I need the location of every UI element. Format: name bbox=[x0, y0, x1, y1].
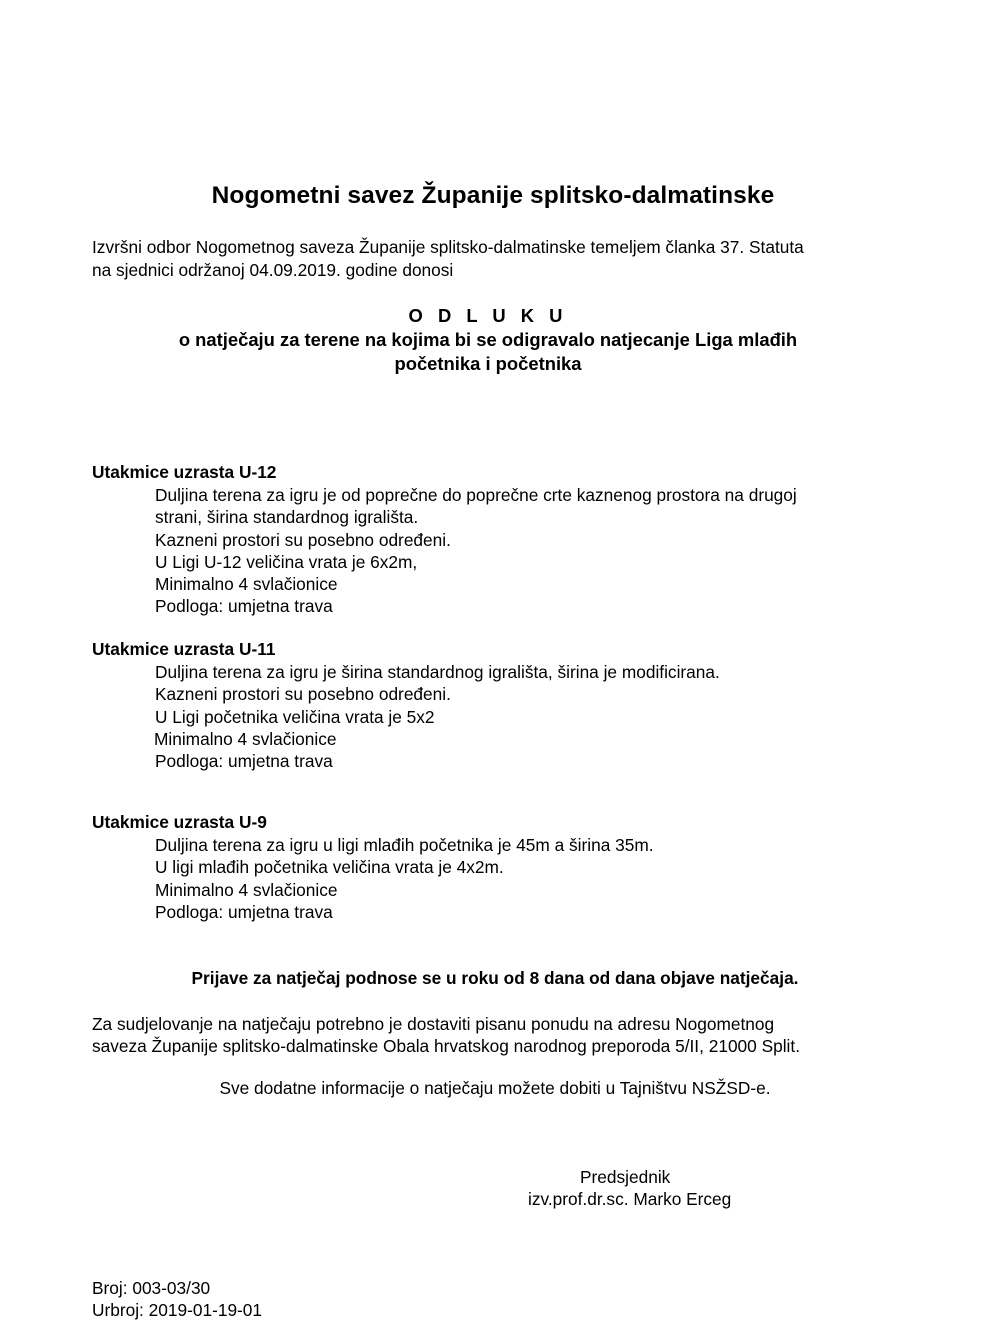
document-title: Nogometni savez Županije splitsko-dalmatinske bbox=[211, 182, 775, 209]
intro-line: na sjednici održanoj 04.09.2019. godine donosi bbox=[92, 260, 454, 280]
reference-urbroj: Urbroj: 2019-01-19-01 bbox=[92, 1300, 263, 1320]
intro-paragraph bbox=[92, 236, 912, 282]
section-line: U Ligi početnika veličina vrata je 5x2 bbox=[155, 706, 435, 727]
section-body-u12 bbox=[155, 484, 797, 618]
section-line: Podloga: umjetna trava bbox=[155, 751, 333, 772]
section-line: Kazneni prostori su posebno određeni. bbox=[155, 684, 451, 705]
signature-block bbox=[528, 1166, 768, 1210]
section-line: Duljina terena za igru je širina standardnog igrališta, širina je modificirana. bbox=[155, 662, 720, 682]
section-line: Kazneni prostori su posebno određeni. bbox=[155, 529, 451, 550]
section-line: Podloga: umjetna trava bbox=[155, 901, 333, 922]
decision-subtitle-line: o natječaju za terene na kojima bi se odigravalo natjecanje Liga mlađih bbox=[178, 329, 798, 350]
section-line: Duljina terena za igru je od poprečne do poprečne crte kaznenog prostora na drugoj bbox=[155, 485, 797, 505]
decision-heading: O D L U K U bbox=[408, 305, 568, 326]
reference-numbers bbox=[92, 1277, 262, 1321]
section-line: Podloga: umjetna trava bbox=[155, 596, 333, 617]
section-line: Duljina terena za igru u ligi mlađih početnika je 45m a širina 35m. bbox=[155, 835, 654, 855]
signature-name: izv.prof.dr.sc. Marko Erceg bbox=[528, 1189, 732, 1209]
section-body-u11 bbox=[155, 661, 720, 772]
address-paragraph bbox=[92, 1013, 922, 1057]
intro-line: Izvršni odbor Nogometnog saveza Županije splitsko-dalmatinske temeljem članka 37. Statuta bbox=[92, 237, 804, 257]
section-body-u9 bbox=[155, 834, 654, 923]
section-heading-u12: Utakmice uzrasta U-12 bbox=[92, 462, 277, 482]
section-line: strani, širina standardnog igrališta. bbox=[155, 507, 419, 528]
address-line: saveza Županije splitsko-dalmatinske Obala hrvatskog narodnog preporoda 5/II, 21000 Split. bbox=[92, 1036, 800, 1056]
section-heading-u11: Utakmice uzrasta U-11 bbox=[92, 639, 276, 659]
application-deadline: Prijave za natječaj podnose se u roku od 8 dana od dana objave natječaja. bbox=[191, 968, 799, 988]
section-line: U ligi mlađih početnika veličina vrata je 4x2m. bbox=[155, 857, 504, 878]
section-line: Minimalno 4 svlačionice bbox=[154, 728, 337, 749]
decision-block bbox=[0, 304, 976, 376]
section-line: Minimalno 4 svlačionice bbox=[155, 574, 338, 595]
address-line: Za sudjelovanje na natječaju potrebno je dostaviti pisanu ponudu na adresu Nogometnog bbox=[92, 1014, 775, 1034]
reference-broj: Broj: 003-03/30 bbox=[92, 1278, 211, 1298]
section-line: U Ligi U-12 veličina vrata je 6x2m, bbox=[155, 551, 418, 572]
section-heading-u9: Utakmice uzrasta U-9 bbox=[92, 812, 267, 832]
info-note: Sve dodatne informacije o natječaju možete dobiti u Tajništvu NSŽSD-e. bbox=[219, 1078, 771, 1098]
decision-subtitle-line: početnika i početnika bbox=[394, 353, 582, 374]
signature-role: Predsjednik bbox=[580, 1167, 671, 1187]
section-line: Minimalno 4 svlačionice bbox=[155, 879, 338, 900]
